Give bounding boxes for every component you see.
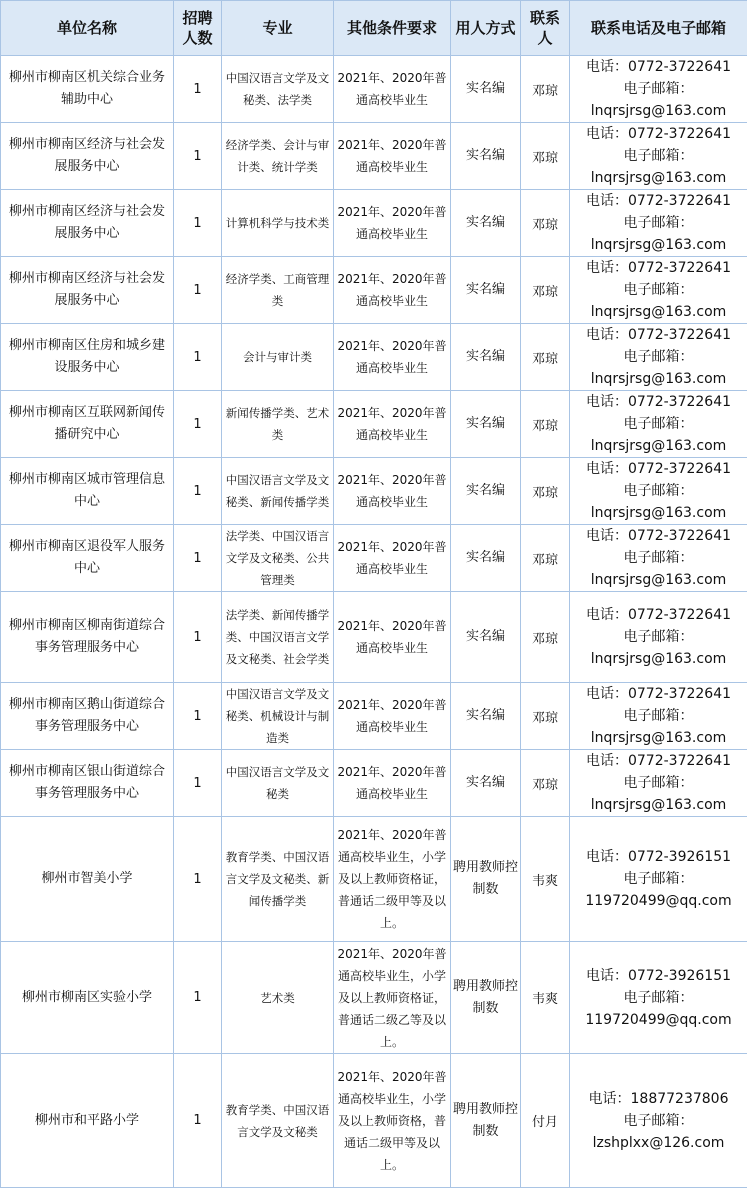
email-text: lnqrsjrsg@163.com (572, 301, 745, 323)
unit-name-cell: 柳州市柳南区经济与社会发展服务中心 (1, 257, 174, 324)
email-text: lzshplxx@126.com (572, 1132, 745, 1154)
phone-text: 电话：0772-3722641 (572, 604, 745, 626)
employment-method-cell: 实名编 (451, 458, 521, 525)
conditions-cell: 2021年、2020年普通高校毕业生，小学及以上教师资格证，普通话二级乙等及以上。 (334, 942, 451, 1054)
employment-method-cell: 实名编 (451, 324, 521, 391)
contact-person-cell: 韦爽 (521, 942, 570, 1054)
email-label: 电子邮箱： (572, 413, 745, 435)
phone-text: 电话：0772-3926151 (572, 965, 745, 987)
unit-name-cell: 柳州市智美小学 (1, 817, 174, 942)
unit-name-cell: 柳州市柳南区经济与社会发展服务中心 (1, 123, 174, 190)
email-label: 电子邮箱： (572, 212, 745, 234)
unit-name-cell: 柳州市柳南区互联网新闻传播研究中心 (1, 391, 174, 458)
unit-name-cell: 柳州市柳南区退役军人服务中心 (1, 525, 174, 592)
unit-name-cell: 柳州市柳南区机关综合业务辅助中心 (1, 56, 174, 123)
table-row (1, 391, 747, 458)
contact-person-cell: 付月 (521, 1054, 570, 1188)
major-cell: 中国汉语言文学及文秘类、机械设计与制造类 (222, 683, 334, 750)
contact-info-cell (570, 257, 747, 324)
header-count: 招聘人数 (174, 1, 222, 56)
email-text: lnqrsjrsg@163.com (572, 435, 745, 457)
conditions-cell: 2021年、2020年普通高校毕业生 (334, 750, 451, 817)
employment-method-cell: 实名编 (451, 391, 521, 458)
contact-person-cell: 邓琼 (521, 592, 570, 683)
recruit-count-cell: 1 (174, 683, 222, 750)
conditions-cell: 2021年、2020年普通高校毕业生 (334, 324, 451, 391)
phone-text: 电话：0772-3722641 (572, 750, 745, 772)
email-label: 电子邮箱： (572, 480, 745, 502)
unit-name-cell: 柳州市柳南区经济与社会发展服务中心 (1, 190, 174, 257)
email-label: 电子邮箱： (572, 547, 745, 569)
table-row (1, 123, 747, 190)
unit-name-cell: 柳州市柳南区银山街道综合事务管理服务中心 (1, 750, 174, 817)
table-row (1, 592, 747, 683)
email-text: lnqrsjrsg@163.com (572, 569, 745, 591)
phone-text: 电话：0772-3722641 (572, 190, 745, 212)
contact-info-cell (570, 592, 747, 683)
table-row (1, 683, 747, 750)
contact-person-cell: 邓琼 (521, 683, 570, 750)
major-cell: 法学类、中国汉语言文学及文秘类、公共管理类 (222, 525, 334, 592)
conditions-cell: 2021年、2020年普通高校毕业生 (334, 56, 451, 123)
recruit-count-cell: 1 (174, 257, 222, 324)
email-label: 电子邮箱： (572, 78, 745, 100)
email-label: 电子邮箱： (572, 987, 745, 1009)
recruit-count-cell: 1 (174, 592, 222, 683)
header-row (1, 1, 747, 56)
conditions-cell: 2021年、2020年普通高校毕业生 (334, 257, 451, 324)
contact-person-cell: 邓琼 (521, 190, 570, 257)
header-unit: 单位名称 (1, 1, 174, 56)
recruit-count-cell: 1 (174, 750, 222, 817)
conditions-cell: 2021年、2020年普通高校毕业生 (334, 190, 451, 257)
email-text: lnqrsjrsg@163.com (572, 100, 745, 122)
contact-info-cell (570, 942, 747, 1054)
recruit-count-cell: 1 (174, 1054, 222, 1188)
header-conditions: 其他条件要求 (334, 1, 451, 56)
email-text: lnqrsjrsg@163.com (572, 368, 745, 390)
employment-method-cell: 聘用教师控制数 (451, 1054, 521, 1188)
conditions-cell: 2021年、2020年普通高校毕业生 (334, 391, 451, 458)
recruit-count-cell: 1 (174, 817, 222, 942)
recruit-count-cell: 1 (174, 525, 222, 592)
contact-info-cell (570, 123, 747, 190)
conditions-cell: 2021年、2020年普通高校毕业生 (334, 525, 451, 592)
conditions-cell: 2021年、2020年普通高校毕业生 (334, 123, 451, 190)
header-employment-method: 用人方式 (451, 1, 521, 56)
major-cell: 会计与审计类 (222, 324, 334, 391)
email-label: 电子邮箱： (572, 279, 745, 301)
contact-person-cell: 韦爽 (521, 817, 570, 942)
email-text: lnqrsjrsg@163.com (572, 794, 745, 816)
header-major: 专业 (222, 1, 334, 56)
conditions-cell: 2021年、2020年普通高校毕业生，小学及以上教师资格，普通话二级甲等及以上。 (334, 1054, 451, 1188)
phone-text: 电话：0772-3722641 (572, 391, 745, 413)
major-cell: 经济学类、工商管理类 (222, 257, 334, 324)
phone-text: 电话：0772-3722641 (572, 257, 745, 279)
conditions-cell: 2021年、2020年普通高校毕业生 (334, 592, 451, 683)
contact-info-cell (570, 750, 747, 817)
contact-info-cell (570, 324, 747, 391)
phone-text: 电话：0772-3722641 (572, 56, 745, 78)
table-row (1, 1054, 747, 1188)
email-label: 电子邮箱： (572, 705, 745, 727)
employment-method-cell: 实名编 (451, 190, 521, 257)
phone-text: 电话：0772-3722641 (572, 324, 745, 346)
conditions-cell: 2021年、2020年普通高校毕业生，小学及以上教师资格证，普通话二级甲等及以上。 (334, 817, 451, 942)
email-text: lnqrsjrsg@163.com (572, 727, 745, 749)
employment-method-cell: 聘用教师控制数 (451, 817, 521, 942)
unit-name-cell: 柳州市柳南区实验小学 (1, 942, 174, 1054)
major-cell: 经济学类、会计与审计类、统计学类 (222, 123, 334, 190)
email-text: 119720499@qq.com (572, 890, 745, 912)
employment-method-cell: 实名编 (451, 123, 521, 190)
contact-info-cell (570, 458, 747, 525)
email-text: 119720499@qq.com (572, 1009, 745, 1031)
recruit-count-cell: 1 (174, 190, 222, 257)
employment-method-cell: 聘用教师控制数 (451, 942, 521, 1054)
major-cell: 法学类、新闻传播学类、中国汉语言文学及文秘类、社会学类 (222, 592, 334, 683)
phone-text: 电话：0772-3722641 (572, 123, 745, 145)
phone-text: 电话：18877237806 (572, 1088, 745, 1110)
phone-text: 电话：0772-3722641 (572, 525, 745, 547)
contact-info-cell (570, 391, 747, 458)
header-contact-info: 联系电话及电子邮箱 (570, 1, 747, 56)
unit-name-cell: 柳州市柳南区鹅山街道综合事务管理服务中心 (1, 683, 174, 750)
email-label: 电子邮箱： (572, 145, 745, 167)
phone-text: 电话：0772-3722641 (572, 458, 745, 480)
unit-name-cell: 柳州市柳南区住房和城乡建设服务中心 (1, 324, 174, 391)
major-cell: 计算机科学与技术类 (222, 190, 334, 257)
major-cell: 教育学类、中国汉语言文学及文秘类、新闻传播学类 (222, 817, 334, 942)
employment-method-cell: 实名编 (451, 683, 521, 750)
table-row (1, 190, 747, 257)
contact-person-cell: 邓琼 (521, 257, 570, 324)
major-cell: 中国汉语言文学及文秘类、法学类 (222, 56, 334, 123)
contact-person-cell: 邓琼 (521, 391, 570, 458)
contact-person-cell: 邓琼 (521, 458, 570, 525)
contact-person-cell: 邓琼 (521, 324, 570, 391)
email-text: lnqrsjrsg@163.com (572, 234, 745, 256)
table-row (1, 942, 747, 1054)
table-row (1, 750, 747, 817)
table-row (1, 56, 747, 123)
email-label: 电子邮箱： (572, 868, 745, 890)
unit-name-cell: 柳州市柳南区柳南街道综合事务管理服务中心 (1, 592, 174, 683)
contact-info-cell (570, 56, 747, 123)
unit-name-cell: 柳州市柳南区城市管理信息中心 (1, 458, 174, 525)
phone-text: 电话：0772-3926151 (572, 846, 745, 868)
contact-info-cell (570, 190, 747, 257)
contact-info-cell (570, 817, 747, 942)
email-label: 电子邮箱： (572, 626, 745, 648)
major-cell: 新闻传播学类、艺术类 (222, 391, 334, 458)
contact-info-cell (570, 525, 747, 592)
recruit-count-cell: 1 (174, 56, 222, 123)
email-text: lnqrsjrsg@163.com (572, 502, 745, 524)
table-row (1, 525, 747, 592)
conditions-cell: 2021年、2020年普通高校毕业生 (334, 683, 451, 750)
major-cell: 艺术类 (222, 942, 334, 1054)
major-cell: 中国汉语言文学及文秘类、新闻传播学类 (222, 458, 334, 525)
unit-name-cell: 柳州市和平路小学 (1, 1054, 174, 1188)
recruit-count-cell: 1 (174, 123, 222, 190)
recruit-count-cell: 1 (174, 324, 222, 391)
email-label: 电子邮箱： (572, 772, 745, 794)
table-row (1, 324, 747, 391)
table-row (1, 458, 747, 525)
table-row (1, 257, 747, 324)
major-cell: 教育学类、中国汉语言文学及文秘类 (222, 1054, 334, 1188)
header-contact-person: 联系人 (521, 1, 570, 56)
table-row (1, 817, 747, 942)
employment-method-cell: 实名编 (451, 525, 521, 592)
contact-person-cell: 邓琼 (521, 123, 570, 190)
employment-method-cell: 实名编 (451, 56, 521, 123)
email-label: 电子邮箱： (572, 1110, 745, 1132)
recruit-count-cell: 1 (174, 942, 222, 1054)
employment-method-cell: 实名编 (451, 592, 521, 683)
contact-info-cell (570, 683, 747, 750)
contact-person-cell: 邓琼 (521, 750, 570, 817)
employment-method-cell: 实名编 (451, 257, 521, 324)
phone-text: 电话：0772-3722641 (572, 683, 745, 705)
email-label: 电子邮箱： (572, 346, 745, 368)
contact-person-cell: 邓琼 (521, 56, 570, 123)
recruit-count-cell: 1 (174, 458, 222, 525)
major-cell: 中国汉语言文学及文秘类 (222, 750, 334, 817)
contact-info-cell (570, 1054, 747, 1188)
email-text: lnqrsjrsg@163.com (572, 167, 745, 189)
employment-method-cell: 实名编 (451, 750, 521, 817)
conditions-cell: 2021年、2020年普通高校毕业生 (334, 458, 451, 525)
contact-person-cell: 邓琼 (521, 525, 570, 592)
email-text: lnqrsjrsg@163.com (572, 648, 745, 670)
recruit-count-cell: 1 (174, 391, 222, 458)
